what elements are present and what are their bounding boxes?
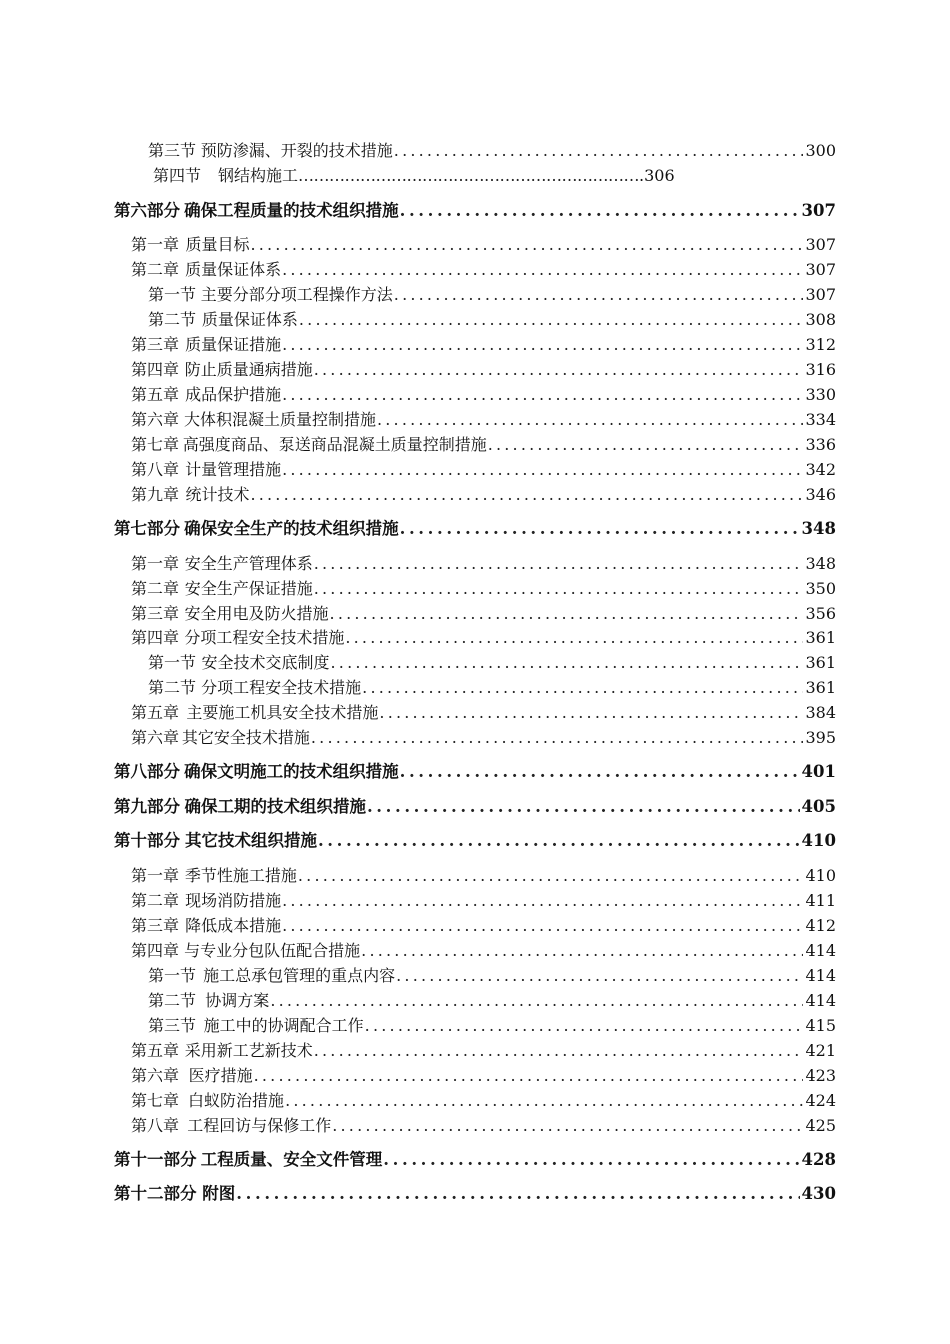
toc-page-number: 384 [805,703,836,722]
toc-page-number: 423 [805,1066,836,1085]
dot-leader [282,460,803,480]
toc-entry-number: 第九部分 [114,797,180,816]
toc-entry-number: 第七章 [131,1091,180,1110]
toc-part-entry[interactable] [114,1184,836,1204]
toc-page-number: 300 [805,141,836,160]
toc-entry-title: 安全用电及防火措施 [184,604,329,623]
dot-leader [396,966,803,986]
toc-entry-number: 第四节 [153,166,202,185]
toc-section-entry[interactable] [148,285,836,305]
dot-leader [314,360,804,380]
toc-page-number: 414 [805,991,836,1010]
toc-entry-title: 高强度商品、泵送商品混凝土质量控制措施 [182,435,487,454]
toc-page-number: 361 [805,653,836,672]
toc-part-entry[interactable] [114,201,836,221]
toc-entry-title: 确保安全生产的技术组织措施 [184,519,399,538]
toc-part-entry[interactable] [114,831,836,851]
dot-leader [282,260,803,280]
dot-leader [394,285,804,305]
toc-page-number: 395 [805,728,836,747]
toc-entry-number: 第六部分 [114,201,180,220]
toc-entry-number: 第六章 [131,410,180,429]
dot-leader [400,519,800,539]
dot-leader [331,653,804,673]
toc-page-number: 414 [805,966,836,985]
toc-page-number: 425 [805,1116,836,1135]
toc-section-entry[interactable] [148,1016,836,1036]
dot-leader [314,1041,804,1061]
toc-entry-title: 成品保护措施 [185,385,282,404]
toc-entry-title: 确保工程质量的技术组织措施 [184,201,399,220]
toc-entry-number: 第三章 [131,604,180,623]
toc-entry-number: 第一节 [148,966,197,985]
toc-page-number: 414 [805,941,836,960]
toc-page-number: 348 [801,519,836,538]
toc-entry-number: 第一章 [131,866,180,885]
toc-entry-number: 第五章 [131,1041,180,1060]
toc-page-number: 336 [805,435,836,454]
dot-leader [250,235,803,255]
toc-section-entry[interactable] [148,966,836,986]
dot-leader [345,628,803,648]
toc-entry-number: 第五章 [131,703,180,722]
dot-leader [282,916,803,936]
toc-entry-number: 第十一部分 [114,1150,197,1169]
toc-entry-number: 第八部分 [114,762,180,781]
toc-entry-title: 钢结构施工 [218,166,299,185]
toc-entry-title: 白蚁防治措施 [188,1091,285,1110]
toc-entry-title: 分项工程安全技术措施 [201,678,362,697]
toc-page-number: 342 [805,460,836,479]
toc-section-entry[interactable] [148,678,836,698]
dot-leader [488,435,804,455]
toc-entry-number: 第四章 [131,360,180,379]
toc-page-number: 410 [801,831,836,850]
toc-chapter-entry[interactable] [131,410,836,430]
toc-entry-number: 第七部分 [114,519,180,538]
toc-page-number: 348 [805,554,836,573]
toc-entry-title: 季节性施工措施 [184,866,297,885]
toc-chapter-entry[interactable] [131,360,836,380]
toc-chapter-entry[interactable] [131,485,836,505]
toc-entry-number: 第六章 [131,1066,180,1085]
toc-page-number: 415 [805,1016,836,1035]
dot-leader [379,703,803,723]
toc-entry-title: 施工中的协调配合工作 [203,1016,364,1035]
toc-entry-title: 其它技术组织措施 [184,831,317,850]
dot-leader [311,728,804,748]
toc-page-number: 424 [805,1091,836,1110]
toc-entry-title: 现场消防措施 [185,891,282,910]
toc-entry-number: 第二节 [148,991,197,1010]
dot-leader [400,201,800,221]
dot-leader [362,678,803,698]
toc-chapter-entry[interactable] [131,554,836,574]
dot-leader [285,1091,803,1111]
toc-entry-title: 主要施工机具安全技术措施 [186,703,379,722]
toc-entry-number: 第三章 [131,916,180,935]
toc-chapter-entry[interactable] [131,703,836,723]
toc-entry-title: 安全生产保证措施 [184,579,313,598]
toc-part-entry[interactable] [114,762,836,782]
toc-section-entry[interactable] [148,310,836,330]
toc-entry-number: 第九章 [131,485,180,504]
dot-leader [314,579,804,599]
toc-entry-title: 质量目标 [185,235,250,254]
toc-page-number: 361 [805,678,836,697]
dot-leader [282,385,803,405]
toc-page-number: 316 [805,360,836,379]
toc-entry-number: 第三章 [131,335,180,354]
toc-chapter-entry[interactable] [131,1091,836,1111]
toc-chapter-entry[interactable] [131,385,836,405]
toc-entry-number: 第三节 [148,141,197,160]
toc-entry-title: 分项工程安全技术措施 [184,628,345,647]
toc-chapter-entry[interactable] [131,604,836,624]
toc-entry-title: 附图 [202,1184,236,1203]
toc-entry-title: 大体积混凝土质量控制措施 [183,410,376,429]
toc-page-number: 312 [805,335,836,354]
toc-chapter-entry[interactable] [131,235,836,255]
toc-page-number: 430 [801,1184,836,1203]
toc-page-number: 428 [801,1150,836,1169]
toc-page-number: 412 [805,916,836,935]
toc-entry-title: 与专业分包队伍配合措施 [184,941,361,960]
toc-entry-title: 质量保证体系 [201,310,298,329]
toc-chapter-entry[interactable] [131,460,836,480]
dot-leader [250,485,803,505]
toc-entry-title: 确保工期的技术组织措施 [184,797,366,816]
toc-section-entry[interactable] [148,141,836,161]
toc-page-number: 350 [805,579,836,598]
dot-leader [236,1184,799,1204]
toc-entry-title: 预防渗漏、开裂的技术措施 [200,141,393,160]
dot-leader [282,335,803,355]
dot-leader [254,1066,804,1086]
dot-leader [330,604,804,624]
toc-entry-title: 采用新工艺新技术 [184,1041,313,1060]
toc-entry-title: 协调方案 [205,991,270,1010]
toc-entry-number: 第二章 [131,260,180,279]
toc-page-number: 346 [805,485,836,504]
toc-entry-title: 主要分部分项工程操作方法 [200,285,393,304]
dot-leader [270,991,803,1011]
toc-page-number: 308 [805,310,836,329]
dot-leader [377,410,803,430]
toc-entry-number: 第二节 [148,678,197,697]
dot-leader [383,1150,799,1170]
dot-leader [332,1116,803,1136]
toc-entry-title: 防止质量通病措施 [184,360,313,379]
toc-page-number: 361 [805,628,836,647]
toc-entry-title: 施工总承包管理的重点内容 [203,966,396,985]
toc-chapter-entry[interactable] [131,1116,836,1136]
toc-entry-number: 第三节 [148,1016,197,1035]
toc-entry-number: 第一章 [131,554,180,573]
toc-entry-number: 第四章 [131,628,180,647]
toc-page-number: 307 [805,260,836,279]
toc-entry-title: 工程质量、安全文件管理 [200,1150,383,1169]
dot-leader: ………………………………………………………… [298,166,640,185]
dot-leader [299,310,804,330]
toc-section-entry[interactable] [148,991,836,1011]
dot-leader [314,554,804,574]
toc-entry-number: 第一节 [148,285,197,304]
toc-page-number: 405 [801,797,836,816]
toc-chapter-entry[interactable] [131,579,836,599]
toc-page-number: 356 [805,604,836,623]
toc-chapter-entry[interactable] [131,335,836,355]
toc-entry-number: 第五章 [131,385,180,404]
toc-entry-number: 第一章 [131,235,180,254]
toc-entry-number: 第一节 [148,653,197,672]
toc-chapter-entry[interactable] [131,728,836,748]
toc-entry-number: 第十部分 [114,831,180,850]
toc-chapter-entry[interactable] [131,891,836,911]
toc-entry-title: 确保文明施工的技术组织措施 [184,762,399,781]
toc-page-number: 411 [805,891,836,910]
toc-page-number: .306 [639,166,675,185]
dot-leader [367,797,800,817]
toc-part-entry[interactable] [114,1150,836,1170]
toc-page-number: 307 [801,201,836,220]
toc-page-number: 421 [805,1041,836,1060]
toc-entry-title: 医疗措施 [188,1066,253,1085]
dot-leader [282,891,803,911]
toc-entry-title: 其它安全技术措施 [181,728,310,747]
toc-section-entry[interactable] [148,653,836,673]
toc-entry-title: 统计技术 [185,485,250,504]
toc-entry-number: 第四章 [131,941,180,960]
toc-part-entry[interactable] [114,797,836,817]
toc-entry-number: 第六章 [131,728,180,747]
toc-page-number: 334 [805,410,836,429]
toc-entry-title: 工程回访与保修工作 [187,1116,332,1135]
toc-chapter-entry[interactable] [131,435,836,455]
dot-leader [400,762,800,782]
toc-entry-number: 第八章 [131,1116,180,1135]
toc-section-entry[interactable] [153,166,675,186]
toc-entry-title: 安全技术交底制度 [201,653,330,672]
toc-chapter-entry[interactable] [131,866,836,886]
toc-chapter-entry[interactable] [131,260,836,280]
toc-chapter-entry[interactable] [131,941,836,961]
toc-entry-number: 第十二部分 [114,1184,197,1203]
toc-entry-title: 计量管理措施 [185,460,282,479]
toc-entry-title: 安全生产管理体系 [184,554,313,573]
toc-page-number: 330 [805,385,836,404]
toc-page-number: 401 [801,762,836,781]
toc-entry-number: 第八章 [131,460,180,479]
toc-entry-number: 第二章 [131,891,180,910]
dot-leader [318,831,800,851]
toc-page-number: 307 [805,235,836,254]
toc-page-number: 410 [805,866,836,885]
toc-chapter-entry[interactable] [131,916,836,936]
toc-chapter-entry[interactable] [131,628,836,648]
toc-page-number: 307 [805,285,836,304]
toc-entry-number: 第七章 [131,435,180,454]
toc-entry-number: 第二节 [148,310,197,329]
toc-entry-title: 质量保证措施 [185,335,282,354]
toc-chapter-entry[interactable] [131,1041,836,1061]
dot-leader [298,866,804,886]
toc-entry-title: 质量保证体系 [185,260,282,279]
dot-leader [361,941,803,961]
toc-entry-number: 第二章 [131,579,180,598]
dot-leader [365,1016,804,1036]
toc-part-entry[interactable] [114,519,836,539]
toc-chapter-entry[interactable] [131,1066,836,1086]
dot-leader [394,141,804,161]
toc-entry-title: 降低成本措施 [185,916,282,935]
